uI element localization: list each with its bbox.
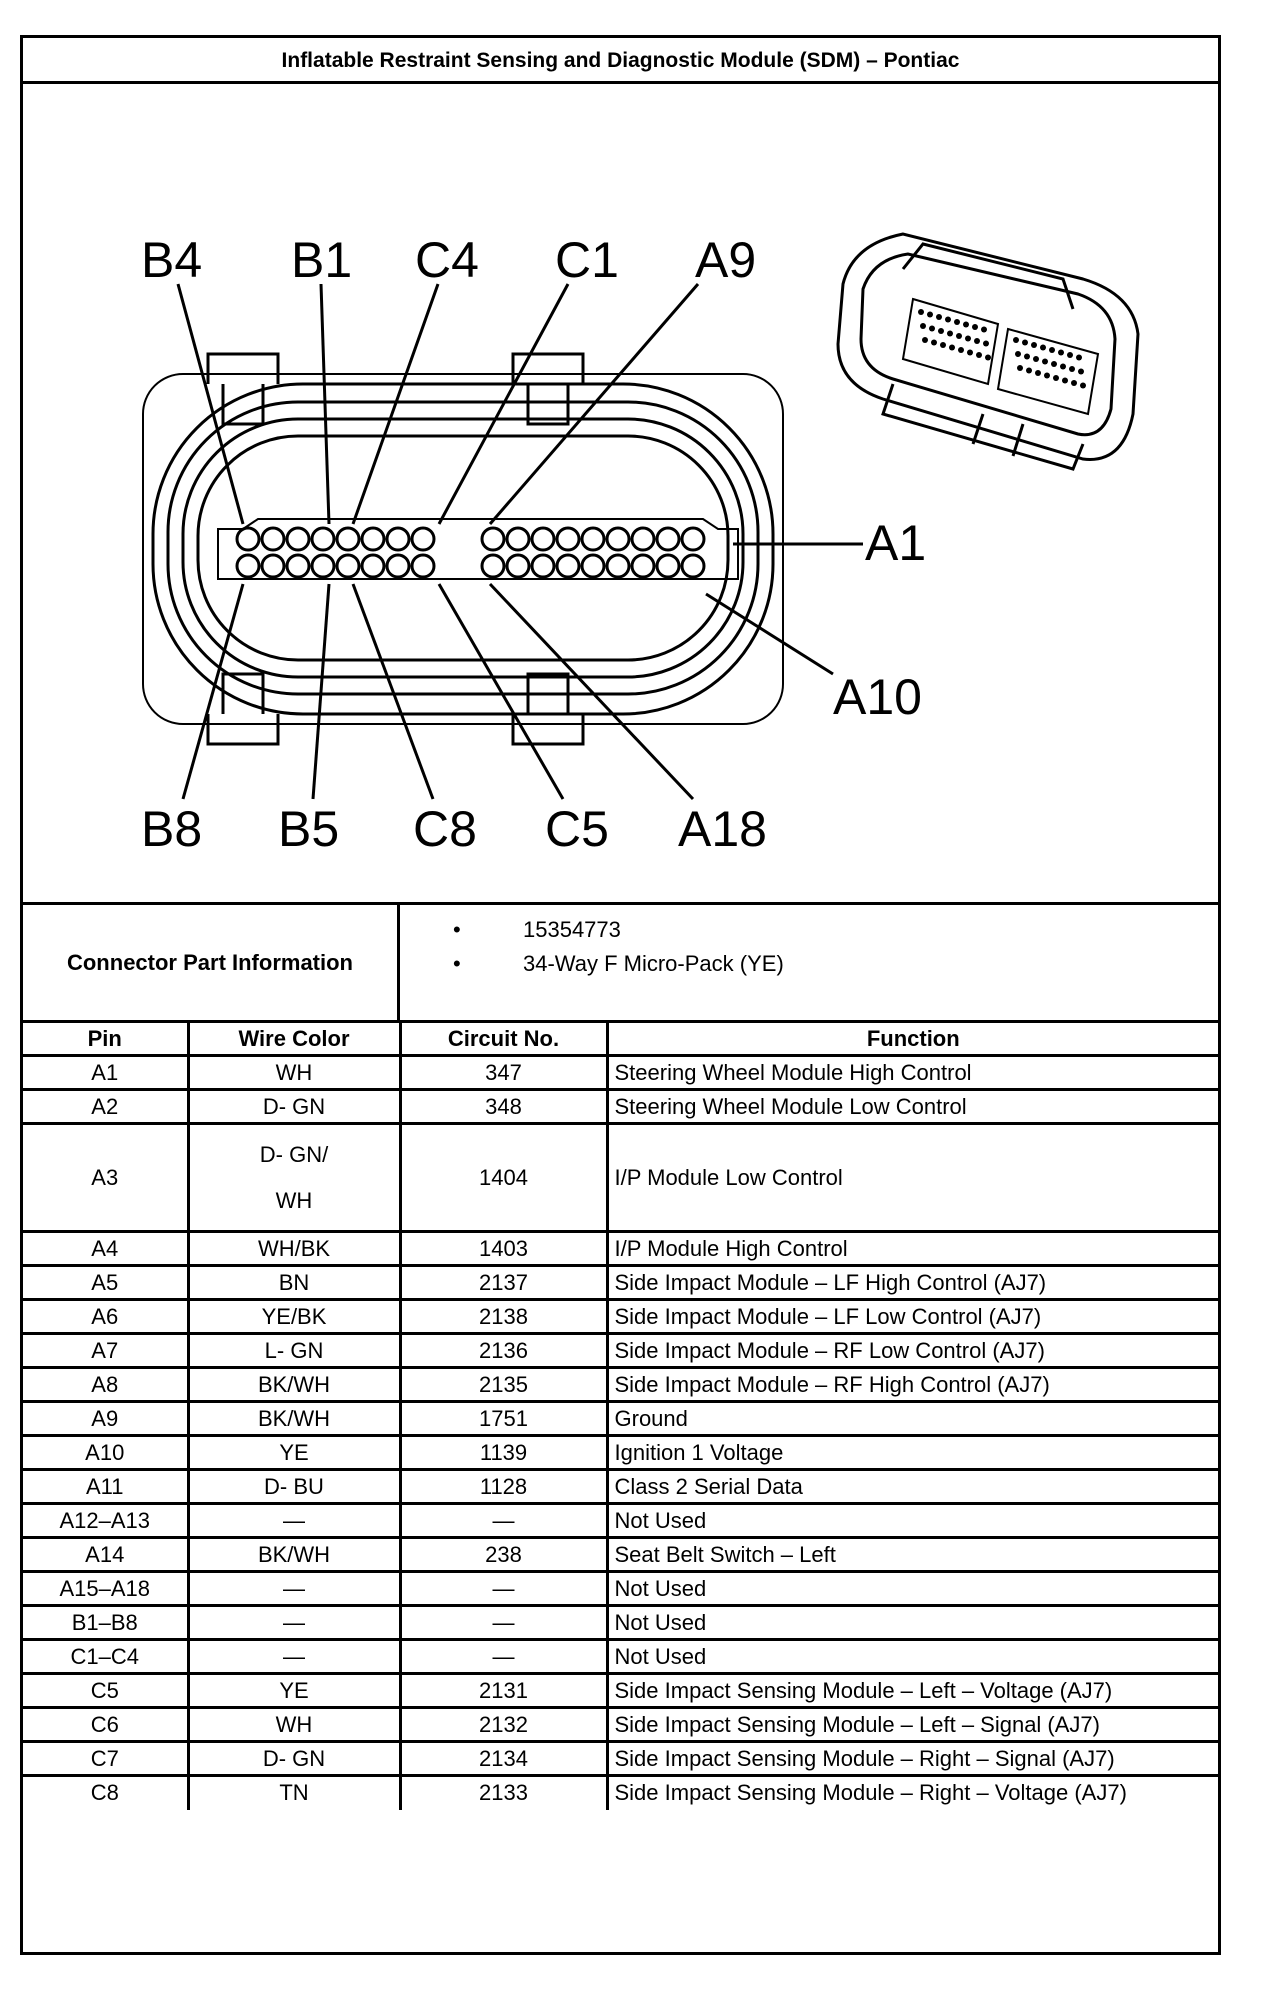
table-row — [23, 1708, 1218, 1742]
pinout-table — [23, 1020, 1218, 1810]
cell-circuit-no: — — [400, 1572, 607, 1606]
label-top-b1: B1 — [291, 232, 353, 288]
label-bottom-b8: B8 — [141, 801, 203, 857]
table-row — [23, 1674, 1218, 1708]
cell-pin: A14 — [23, 1538, 188, 1572]
label-top-c1: C1 — [555, 232, 619, 288]
pin-cavity — [412, 555, 434, 577]
pin-dot-3d — [938, 328, 944, 334]
cell-pin: C7 — [23, 1742, 188, 1776]
connector-part-info — [23, 902, 1218, 1020]
pin-cavity — [607, 555, 629, 577]
label-right-a10: A10 — [833, 669, 922, 725]
pin-dot-3d — [1026, 368, 1032, 374]
pin-dot-3d — [1062, 378, 1068, 384]
pin-dot-3d — [936, 314, 942, 320]
cell-circuit-no: 347 — [400, 1056, 607, 1090]
pin-cavity — [632, 555, 654, 577]
cell-wire-color — [188, 1124, 400, 1232]
cell-wire-color: D- BU — [188, 1470, 400, 1504]
header-circuit-no: Circuit No. — [400, 1022, 607, 1056]
sheet-title: Inflatable Restraint Sensing and Diagnostic Module (SDM) – Pontiac — [23, 38, 1218, 84]
cell-wire-color: WH — [188, 1056, 400, 1090]
label-bottom-a18: A18 — [678, 801, 767, 857]
pin-dot-3d — [985, 355, 991, 361]
cell-circuit-no: 2137 — [400, 1266, 607, 1300]
cell-pin: C6 — [23, 1708, 188, 1742]
table-row — [23, 1334, 1218, 1368]
pin-dot-3d — [956, 333, 962, 339]
cell-circuit-no: 2136 — [400, 1334, 607, 1368]
table-row — [23, 1124, 1218, 1232]
wire-color-line: WH — [275, 1187, 313, 1213]
pin-cavity — [657, 555, 679, 577]
pin-cavity — [482, 555, 504, 577]
pin-cavity — [287, 528, 309, 550]
pin-dot-3d — [976, 352, 982, 358]
pin-dot-3d — [922, 337, 928, 343]
cell-wire-color: BK/WH — [188, 1402, 400, 1436]
pin-dot-3d — [949, 345, 955, 351]
cell-circuit-no: 2131 — [400, 1674, 607, 1708]
cell-function: Seat Belt Switch – Left — [607, 1538, 1218, 1572]
table-row — [23, 1470, 1218, 1504]
cell-function: Class 2 Serial Data — [607, 1470, 1218, 1504]
cell-circuit-no: — — [400, 1606, 607, 1640]
header-wire-color: Wire Color — [188, 1022, 400, 1056]
pin-dot-3d — [1024, 354, 1030, 360]
pin-cavity — [632, 528, 654, 550]
pin-cavity — [657, 528, 679, 550]
pin-dot-3d — [1080, 383, 1086, 389]
cell-function: Ignition 1 Voltage — [607, 1436, 1218, 1470]
pin-dot-3d — [981, 327, 987, 333]
connector-sheet — [20, 35, 1221, 1955]
cell-function: Side Impact Sensing Module – Right – Voltage (AJ7) — [607, 1776, 1218, 1810]
table-row — [23, 1056, 1218, 1090]
pin-cavity — [312, 555, 334, 577]
pin-dot-3d — [1017, 365, 1023, 371]
pin-cavity — [337, 555, 359, 577]
pin-dot-3d — [972, 324, 978, 330]
cell-wire-color: TN — [188, 1776, 400, 1810]
label-right-a1: A1 — [865, 515, 927, 571]
cell-pin: A6 — [23, 1300, 188, 1334]
pin-dot-3d — [931, 340, 937, 346]
cell-function: Steering Wheel Module High Control — [607, 1056, 1218, 1090]
connector-diagram — [23, 84, 1218, 902]
connector-face-drawing — [23, 84, 1218, 902]
cell-pin: A5 — [23, 1266, 188, 1300]
cell-pin: C1–C4 — [23, 1640, 188, 1674]
table-row — [23, 1300, 1218, 1334]
connector-info-list — [453, 913, 784, 981]
cell-wire-color: — — [188, 1606, 400, 1640]
pin-dot-3d — [1051, 361, 1057, 367]
connector-description: 34-Way F Micro-Pack (YE) — [523, 951, 784, 976]
cell-wire-color: WH — [188, 1708, 400, 1742]
cell-wire-color: — — [188, 1640, 400, 1674]
pin-dot-3d — [1078, 369, 1084, 375]
pin-dot-3d — [940, 342, 946, 348]
table-row — [23, 1090, 1218, 1124]
pin-cavity — [682, 555, 704, 577]
cell-circuit-no: — — [400, 1504, 607, 1538]
pin-cavity — [287, 555, 309, 577]
pin-cavity — [507, 555, 529, 577]
pin-dot-3d — [1071, 380, 1077, 386]
cell-circuit-no: 1128 — [400, 1470, 607, 1504]
pin-cavity — [482, 528, 504, 550]
header-function: Function — [607, 1022, 1218, 1056]
cell-function: Steering Wheel Module Low Control — [607, 1090, 1218, 1124]
cell-wire-color: BK/WH — [188, 1538, 400, 1572]
table-row — [23, 1742, 1218, 1776]
pin-cavity — [237, 528, 259, 550]
pin-cavity — [387, 555, 409, 577]
pin-dot-3d — [965, 336, 971, 342]
cell-pin: A11 — [23, 1470, 188, 1504]
cell-pin: A3 — [23, 1124, 188, 1232]
pin-dot-3d — [963, 322, 969, 328]
cell-circuit-no: 2138 — [400, 1300, 607, 1334]
cell-circuit-no: 1139 — [400, 1436, 607, 1470]
cell-function: Not Used — [607, 1640, 1218, 1674]
cell-wire-color: YE/BK — [188, 1300, 400, 1334]
pin-dot-3d — [974, 338, 980, 344]
label-top-b4: B4 — [141, 232, 203, 288]
cell-wire-color: BN — [188, 1266, 400, 1300]
cell-pin: A2 — [23, 1090, 188, 1124]
cell-wire-color: — — [188, 1504, 400, 1538]
cell-pin: A7 — [23, 1334, 188, 1368]
table-row — [23, 1640, 1218, 1674]
cell-pin: B1–B8 — [23, 1606, 188, 1640]
label-top-c4: C4 — [415, 232, 479, 288]
label-bottom-b5: B5 — [278, 801, 340, 857]
header-pin: Pin — [23, 1022, 188, 1056]
pin-dot-3d — [1067, 352, 1073, 358]
pin-cavity — [582, 528, 604, 550]
pin-dot-3d — [945, 317, 951, 323]
pin-cavity — [532, 528, 554, 550]
table-row — [23, 1266, 1218, 1300]
pin-dot-3d — [1033, 356, 1039, 362]
cell-function: Ground — [607, 1402, 1218, 1436]
cell-wire-color: L- GN — [188, 1334, 400, 1368]
cell-circuit-no: 1751 — [400, 1402, 607, 1436]
pin-dot-3d — [918, 309, 924, 315]
pin-cavity — [337, 528, 359, 550]
pin-cavity — [557, 528, 579, 550]
cell-pin: A12–A13 — [23, 1504, 188, 1538]
pin-dot-3d — [1049, 347, 1055, 353]
cell-function: I/P Module Low Control — [607, 1124, 1218, 1232]
cell-function: Not Used — [607, 1606, 1218, 1640]
pin-cavity — [557, 555, 579, 577]
pin-dot-3d — [983, 341, 989, 347]
table-row — [23, 1436, 1218, 1470]
cell-function: Not Used — [607, 1572, 1218, 1606]
cell-circuit-no: 1403 — [400, 1232, 607, 1266]
pin-dot-3d — [954, 319, 960, 325]
pin-dot-3d — [1040, 345, 1046, 351]
cell-circuit-no: 1404 — [400, 1124, 607, 1232]
pin-cavity — [412, 528, 434, 550]
pin-cavity — [262, 555, 284, 577]
cell-wire-color: YE — [188, 1436, 400, 1470]
table-row — [23, 1232, 1218, 1266]
pin-cavity — [362, 528, 384, 550]
label-top-a9: A9 — [695, 232, 757, 288]
pin-cavity — [362, 555, 384, 577]
pin-row-upper — [237, 528, 704, 550]
cell-wire-color: D- GN — [188, 1742, 400, 1776]
wire-color-line: D- GN/ — [259, 1141, 329, 1167]
pin-dot-3d — [1022, 340, 1028, 346]
table-row — [23, 1538, 1218, 1572]
cell-function: Side Impact Sensing Module – Left – Voltage (AJ7) — [607, 1674, 1218, 1708]
pin-dot-3d — [929, 326, 935, 332]
pin-cavity — [682, 528, 704, 550]
cell-function: Side Impact Module – LF High Control (AJ7) — [607, 1266, 1218, 1300]
cell-function: I/P Module High Control — [607, 1232, 1218, 1266]
table-row — [23, 1504, 1218, 1538]
cell-wire-color: D- GN — [188, 1090, 400, 1124]
pin-dot-3d — [1069, 366, 1075, 372]
connector-info-item: • 15354773 — [453, 917, 621, 942]
cell-function: Side Impact Module – RF High Control (AJ7) — [607, 1368, 1218, 1402]
cell-wire-color: YE — [188, 1674, 400, 1708]
pin-cavity — [262, 528, 284, 550]
cell-function: Side Impact Module – RF Low Control (AJ7) — [607, 1334, 1218, 1368]
cell-circuit-no: 2132 — [400, 1708, 607, 1742]
pin-cavity — [582, 555, 604, 577]
cell-pin: A8 — [23, 1368, 188, 1402]
cell-circuit-no: — — [400, 1640, 607, 1674]
pin-dot-3d — [1058, 350, 1064, 356]
cell-function: Side Impact Module – LF Low Control (AJ7) — [607, 1300, 1218, 1334]
label-bottom-c5: C5 — [545, 801, 609, 857]
pin-cavity — [607, 528, 629, 550]
cell-function: Side Impact Sensing Module – Left – Signal (AJ7) — [607, 1708, 1218, 1742]
cell-circuit-no: 348 — [400, 1090, 607, 1124]
connector-info-label: Connector Part Information — [23, 905, 400, 1020]
pin-dot-3d — [958, 347, 964, 353]
table-header-row — [23, 1022, 1218, 1056]
cell-wire-color: WH/BK — [188, 1232, 400, 1266]
cell-pin: C5 — [23, 1674, 188, 1708]
pin-row-lower — [237, 555, 704, 577]
pin-cavity — [507, 528, 529, 550]
table-row — [23, 1776, 1218, 1810]
part-number: 15354773 — [523, 917, 621, 942]
pin-dot-3d — [1042, 359, 1048, 365]
cell-pin: A1 — [23, 1056, 188, 1090]
table-row — [23, 1368, 1218, 1402]
pin-dot-3d — [927, 312, 933, 318]
table-row — [23, 1572, 1218, 1606]
pin-dot-3d — [947, 331, 953, 337]
pin-dot-3d — [1013, 337, 1019, 343]
pin-dot-3d — [1060, 364, 1066, 370]
pin-dot-3d — [1076, 355, 1082, 361]
pin-dot-3d — [1031, 342, 1037, 348]
cell-pin: A9 — [23, 1402, 188, 1436]
connector-3d-view — [838, 234, 1138, 469]
cell-pin: A15–A18 — [23, 1572, 188, 1606]
cell-circuit-no: 2133 — [400, 1776, 607, 1810]
pin-dot-3d — [1044, 373, 1050, 379]
cell-wire-color: — — [188, 1572, 400, 1606]
connector-info-item: • 34-Way F Micro-Pack (YE) — [453, 951, 784, 976]
cell-circuit-no: 2135 — [400, 1368, 607, 1402]
pin-cavity — [312, 528, 334, 550]
pin-cavity — [532, 555, 554, 577]
pin-cavity — [387, 528, 409, 550]
cell-pin: C8 — [23, 1776, 188, 1810]
cell-pin: A4 — [23, 1232, 188, 1266]
table-row — [23, 1606, 1218, 1640]
pin-dot-3d — [1015, 351, 1021, 357]
pin-cavity — [237, 555, 259, 577]
cell-pin: A10 — [23, 1436, 188, 1470]
cell-circuit-no: 238 — [400, 1538, 607, 1572]
pin-dot-3d — [1053, 375, 1059, 381]
cell-circuit-no: 2134 — [400, 1742, 607, 1776]
pin-dot-3d — [920, 323, 926, 329]
cell-function: Not Used — [607, 1504, 1218, 1538]
cell-wire-color: BK/WH — [188, 1368, 400, 1402]
table-row — [23, 1402, 1218, 1436]
pin-dot-3d — [967, 350, 973, 356]
label-bottom-c8: C8 — [413, 801, 477, 857]
pin-dot-3d — [1035, 370, 1041, 376]
cell-function: Side Impact Sensing Module – Right – Signal (AJ7) — [607, 1742, 1218, 1776]
